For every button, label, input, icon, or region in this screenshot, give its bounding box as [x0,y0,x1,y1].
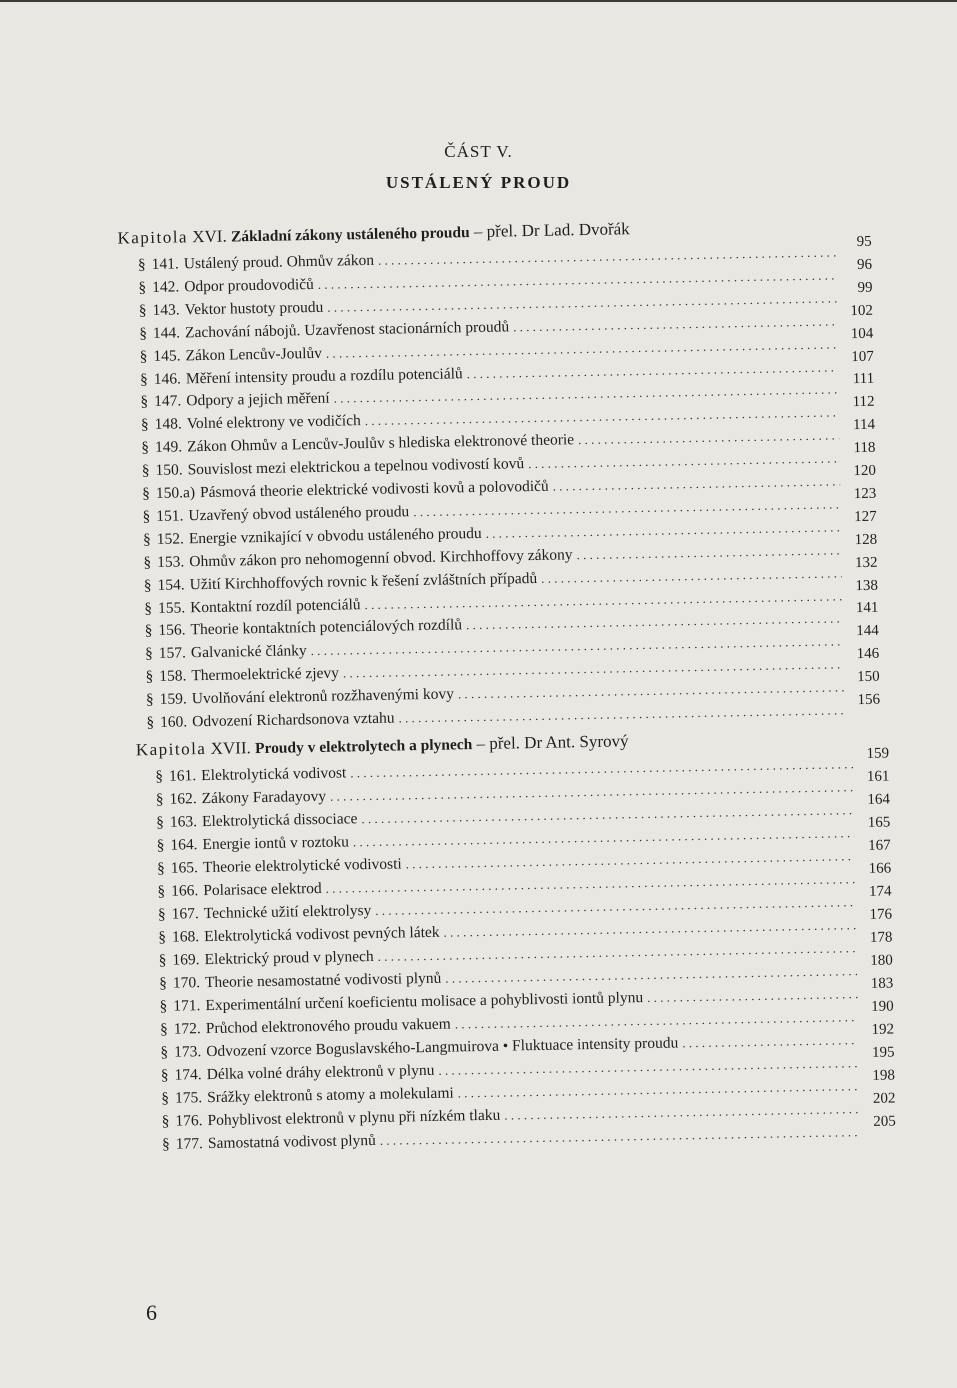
part-title: USTÁLENÝ PROUD [385,173,572,192]
page-ref: 164 [867,791,891,808]
section-title: Elektrolytická vodivost [201,764,347,785]
section-number: 145. [153,347,181,365]
page-ref: 202 [872,1090,896,1107]
section-title: Měření intensity proudu a rozdílu potenciálů [185,364,463,387]
section-number: 141. [151,255,179,273]
section-title: Délka volné dráhy elektronů v plynu [206,1061,435,1084]
section-title: Elektrolytická vodivost pevných látek [204,923,440,946]
page-ref: 190 [871,998,894,1015]
dot-leader [380,1123,860,1150]
section-title: Thermoelektrické zjevy [191,664,340,685]
section-title: Polarisace elektrod [203,879,322,900]
section-symbol: § [141,439,150,457]
section-number: 158. [159,667,187,686]
section-title: Pohyblivost elektronů v plynu při nízkém tlaku [207,1106,501,1130]
section-number: 157. [158,644,187,663]
page-ref: 118 [853,439,876,457]
section-title: Vektor hustoty proudu [184,298,324,319]
section-title: Užití Kirchhoffových rovnic k řešení zvláštních případů [189,569,538,593]
page-ref: 96 [856,256,873,273]
section-number: 175. [174,1089,203,1107]
section-symbol: § [157,882,166,900]
section-number: 152. [156,530,185,548]
section-symbol: § [160,1066,169,1084]
section-title: Zákony Faradayovy [201,787,327,808]
section-number: 147. [154,392,182,411]
chapter-translator: – přel. Dr Lad. Dvořák [473,219,630,242]
page-ref: 111 [852,371,875,388]
section-number: 168. [171,928,200,946]
section-symbol: § [144,599,153,617]
page-ref: 174 [868,883,892,900]
section-title: Průchod elektronového proudu vakuem [205,1015,451,1038]
page-ref: 95 [856,233,872,251]
section-title: Theorie kontaktních potenciálových rozdílů [190,616,463,639]
page-number: 6 [146,1300,157,1325]
page-ref: 120 [853,462,877,480]
section-title: Kontaktní rozdíl potenciálů [189,595,361,616]
section-number: 172. [173,1020,202,1038]
section-title: Elektrický proud v plynech [204,947,374,969]
section-title: Energie vznikající v obvodu ustáleného proudu [188,524,482,548]
section-title: Technické užití elektrolysy [203,902,372,923]
section-symbol: § [144,645,154,663]
section-symbol: § [146,713,155,732]
section-title: Samostatná vodivost plynů [207,1131,377,1153]
section-symbol: § [156,813,165,831]
page-ref: 107 [851,348,874,365]
section-symbol: § [160,1043,169,1061]
dot-leader [398,701,844,727]
page-ref: 176 [869,906,893,923]
section-title: Souvislost mezi elektrickou a tepelnou vodivostí kovů [187,455,525,479]
page-ref: 123 [853,485,877,503]
section-number: 177. [175,1135,204,1153]
page-ref: 178 [869,929,893,946]
page-ref: 167 [868,837,891,854]
section-symbol: § [144,622,153,640]
section-symbol: § [161,1089,170,1107]
chapter-translator: – přel. Dr Ant. Syrový [476,731,629,754]
section-symbol: § [137,256,146,274]
section-number: 163. [169,813,198,831]
section-title: Elektrolytická dissociace [201,810,358,831]
section-symbol: § [156,859,165,877]
section-number: 155. [157,598,186,617]
page-ref: 146 [856,645,880,663]
section-number: 154. [157,575,185,594]
section-number: 162. [169,790,197,808]
section-number: 150. [155,461,183,480]
section-title: Odvození vzorce Boguslavského-Langmuirova • Fluktuace intensity proudu [206,1034,679,1061]
section-number: 165. [170,859,199,877]
section-symbol: § [156,836,165,854]
section-symbol: § [155,790,164,808]
page-ref: 198 [872,1067,896,1084]
section-title: Odpory a jejich měření [186,390,330,410]
section-symbol: § [140,416,149,434]
page-ref: 132 [854,554,878,571]
section-symbol: § [138,278,147,297]
section-number: 167. [171,905,199,923]
section-title: Odvození Richardsonova vztahu [192,709,395,731]
section-symbol: § [139,370,148,388]
page-ref: 127 [854,508,877,525]
section-number: 149. [154,438,183,457]
page-ref: 150 [856,668,880,686]
section-number: 173. [173,1043,202,1061]
section-number: 146. [153,369,182,388]
section-symbol: § [158,928,167,946]
section-title: Zákon Ohmův a Lencův-Joulův s hlediska elektronové theorie [187,431,575,456]
page-ref: 99 [857,279,873,296]
section-symbol: § [143,576,152,594]
section-number: 151. [156,507,184,525]
chapter-numeral: XVII. [210,738,251,758]
chapter-numeral: XVI. [192,226,227,247]
section-number: 176. [175,1112,203,1130]
section-number: 150.a) [155,484,196,502]
section-number: 171. [173,997,201,1015]
section-symbol: § [155,767,164,785]
page-ref: 159 [866,745,890,762]
page-ref: 114 [852,416,876,434]
section-title: Uzavřený obvod ustáleného proudu [188,503,410,525]
section-symbol: § [141,462,150,480]
section-symbol: § [159,997,168,1015]
section-symbol: § [138,301,147,319]
section-number: 148. [154,415,182,434]
section-symbol: § [139,347,148,365]
page-ref: 104 [850,325,874,342]
page-ref: 128 [854,531,878,548]
page-ref: 144 [856,622,879,640]
section-symbol: § [145,691,154,709]
section-title: Odpor proudovodičů [184,275,314,296]
page-ref: 112 [852,394,875,411]
page-ref: 183 [870,975,894,992]
section-title: Ohmův zákon pro nehomogenní obvod. Kirchhoffovy zákony [189,545,573,570]
section-title: Srážky elektronů s atomy a molekulami [206,1084,454,1107]
section-number: 159. [159,690,187,708]
section-title: Theorie nesamostatné vodivosti plynů [204,969,442,992]
section-symbol: § [139,324,148,342]
chapter-title: Proudy v elektrolytech a plynech [254,736,473,758]
page-ref: 141 [855,600,879,617]
section-number: 174. [174,1066,202,1084]
page-ref: 165 [867,814,891,831]
section-number: 142. [151,278,180,296]
section-title: Volné elektrony ve vodičích [186,412,361,433]
section-symbol: § [142,530,151,548]
section-symbol: § [143,553,152,571]
page-ref: 180 [870,952,893,969]
chapter-title: Základní zákony ustáleného proudu [230,224,470,246]
section-symbol: § [145,668,154,686]
section-number: 160. [159,713,188,731]
section-number: 144. [152,324,181,342]
section-number: 153. [157,553,185,571]
section-title: Galvanické články [190,642,307,662]
section-symbol: § [142,485,151,503]
section-title: Pásmová theorie elektrické vodivosti kovů a polovodičů [199,477,549,502]
page-ref: 102 [850,302,874,319]
section-symbol: § [142,507,151,526]
section-symbol: § [157,905,166,923]
page-ref: 166 [868,860,892,877]
part-label: ČÁST V. [444,142,513,161]
section-symbol: § [158,974,168,992]
section-title: Theorie elektrolytické vodivosti [202,855,402,877]
section-title: Uvolňování elektronů rozžhavenými kovy [191,685,455,708]
section-symbol: § [161,1112,170,1130]
section-number: 169. [172,951,200,969]
section-number: 143. [152,301,180,319]
section-title: Ustálený proud. Ohmův zákon [183,251,375,273]
section-title: Zachování nábojů. Uzavřenost stacionárních proudů [184,318,510,342]
dot-leader [682,1031,858,1052]
section-symbol: § [161,1135,170,1153]
page-ref: 156 [857,691,881,709]
section-symbol: § [158,951,167,969]
section-number: 164. [170,836,198,854]
chapter-word: Kapitola [135,739,207,760]
section-number: 156. [158,621,186,640]
section-symbol: § [140,393,149,411]
page-ref: 192 [871,1021,895,1038]
section-title: Energie iontů v roztoku [202,833,350,854]
section-title: Experimentální určení koeficientu molisace a pohyblivosti iontů plynu [205,989,644,1015]
page-ref: 195 [871,1044,895,1061]
section-number: 161. [168,767,197,785]
section-symbol: § [159,1020,168,1038]
section-number: 170. [172,974,201,992]
chapter-word: Kapitola [117,227,189,248]
section-title: Zákon Lencův-Joulův [185,344,323,364]
section-number: 166. [171,882,199,900]
page-ref: 161 [866,768,890,785]
page-ref: 205 [873,1113,896,1130]
page-ref: 138 [855,577,879,594]
